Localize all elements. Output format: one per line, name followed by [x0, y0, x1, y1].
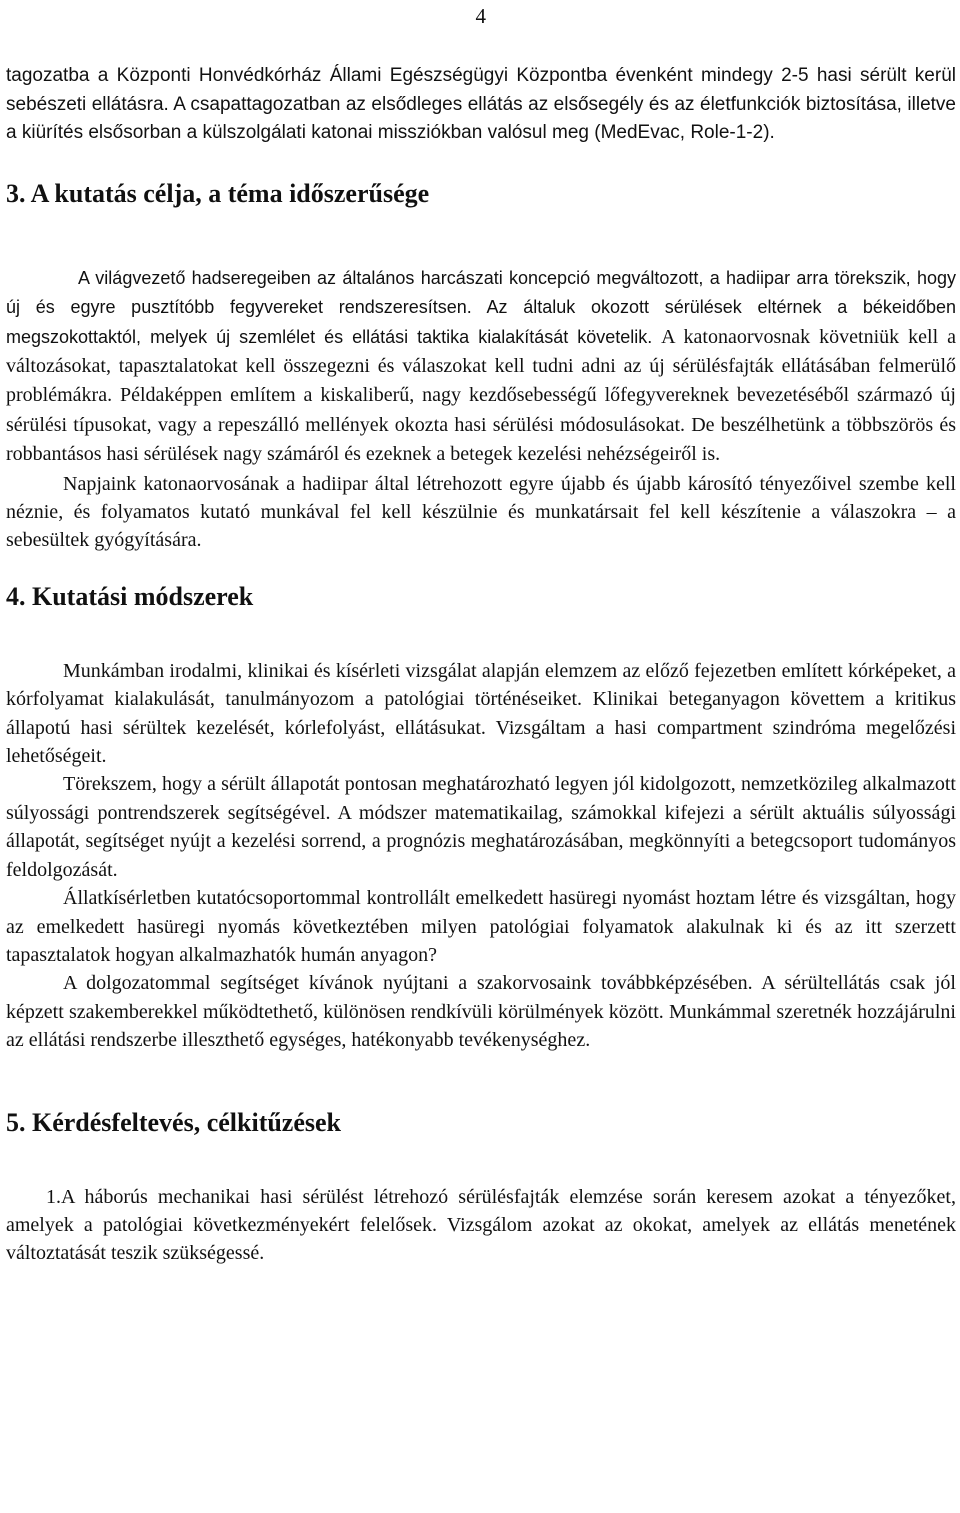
document-body: [6, 62, 956, 1268]
section-4-heading: 4. Kutatási módszerek: [6, 581, 254, 611]
page-number: 4: [475, 4, 486, 28]
intro-sentence-1: tagozatba a Központi Honvédkórház Állami Egészségügyi Központba évenként mindegy 2-5 hasi sérült kerül sebészeti ellátásra.: [6, 65, 956, 115]
section-4-paragraph-1: Munkámban irodalmi, klinikai és kísérleti vizsgálat alapján elemzem az előző fejezetben említett kórképeket, a kórfolyamat kialakulását, tanulmányozom a patológiai történéseiket. Klinikai beteganyagon követtem a kritikus állapotú hasi sérültek kezelését, kórlefolyást, ellátásukat. Vizsgáltam a hasi compartment szindróma megelőzési lehetőségeit.: [6, 659, 956, 768]
section-4-paragraph-3: Állatkísérletben kutatócsoportommal kontrollált emelkedett hasüregi nyomást hoztam létre és vizsgáltan, hogy az emelkedett hasüregi nyomás következtében milyen patológiai folyamatok alakulnak ki és az itt szerzett tapasztalatok hogyan alkalmazhatók humán anyagon?: [6, 887, 956, 966]
section-3-heading: 3. A kutatás célja, a téma időszerűsége: [6, 178, 430, 208]
section-3-paragraph-1-serif-part: A katonaorvosnak követniük kell a változásokat, tapasztalatokat kell összegezni és válaszokat kell tudni adni az új sérülésfajták ellátásában felmerülő problémákra. Példaképpen említem a kiskaliberű, nagy kezdősebességű lőfegyvereknek bevezetéséből származó új sérülési típusokat, vagy a repeszálló mellények okozta hasi sérülési módosulásokat. De beszélhetünk a többszörös és robbantásos hasi sérülések nagy számáról és ezeknek a betegek kezelési nehézségeiről is.: [6, 325, 957, 466]
section-4-paragraph-2: Törekszem, hogy a sérült állapotát pontosan meghatározható legyen jól kidolgozott, nemzetközileg alkalmazott súlyossági pontrendszerek segítségével. A módszer matematikailag, számokkal kifejezi a sérült aktuális súlyossági állapotát, segítséget nyújt a kezelési sorrend, a prognózis meghatározásában, megkönnyíti a betegcsoport tudományos feldolgozását.: [6, 773, 956, 881]
section-5-item-1: 1.A háborús mechanikai hasi sérülést létrehozó sérülésfajták elemzése során keresem azokat a tényezőket, amelyek a patológiai következményekért felelősek. Vizsgálom azokat az okokat, amelyek az ellátás menetének változtatását teszik szükségessé.: [6, 1185, 956, 1265]
intro-paragraph: [6, 62, 956, 148]
intro-sentence-2: A csapattagozatban az elsődleges ellátás az elsősegély és az életfunkciók biztosítása, illetve a kiürítés elsősorban a külszolgálati katonai missziókban valósul meg (MedEvac, Role-1-2).: [6, 93, 956, 144]
section-3-paragraph-2: Napjaink katonaorvosának a hadiipar által létrehozott egyre újabb és újabb károsító tényezőivel szembe kell néznie, és folyamatos kutató munkával fel kell készülnie és munkatársait fel kell készítenie a válaszokra – a sebesültek gyógyítására.: [6, 472, 956, 552]
section-5-heading: 5. Kérdésfeltevés, célkitűzések: [6, 1107, 342, 1137]
section-3-paragraph-1-sans-part: A világvezető hadseregeiben az általános harcászati koncepció megváltozott, a hadiipar arra törekszik, hogy új és egyre pusztítóbb fegyvereket rendszeresítsen. Az általuk okozott sérülések eltérnek a békeidőben megszokottaktól, melyek új szemlélet és ellátási taktika kialakítását követelik.: [6, 267, 956, 347]
section-4-paragraph-4: A dolgozatommal segítséget kívánok nyújtani a szakorvosaink továbbképzésében. A sérültellátás csak jól képzett szakemberekkel működtethető, különösen rendkívüli körülmények között. Munkámmal szeretnék hozzájárulni az ellátási rendszerbe illeszthető egységes, hatékonyabb tevékenységhez.: [6, 972, 956, 1052]
section-3-paragraph-1: [6, 264, 956, 470]
